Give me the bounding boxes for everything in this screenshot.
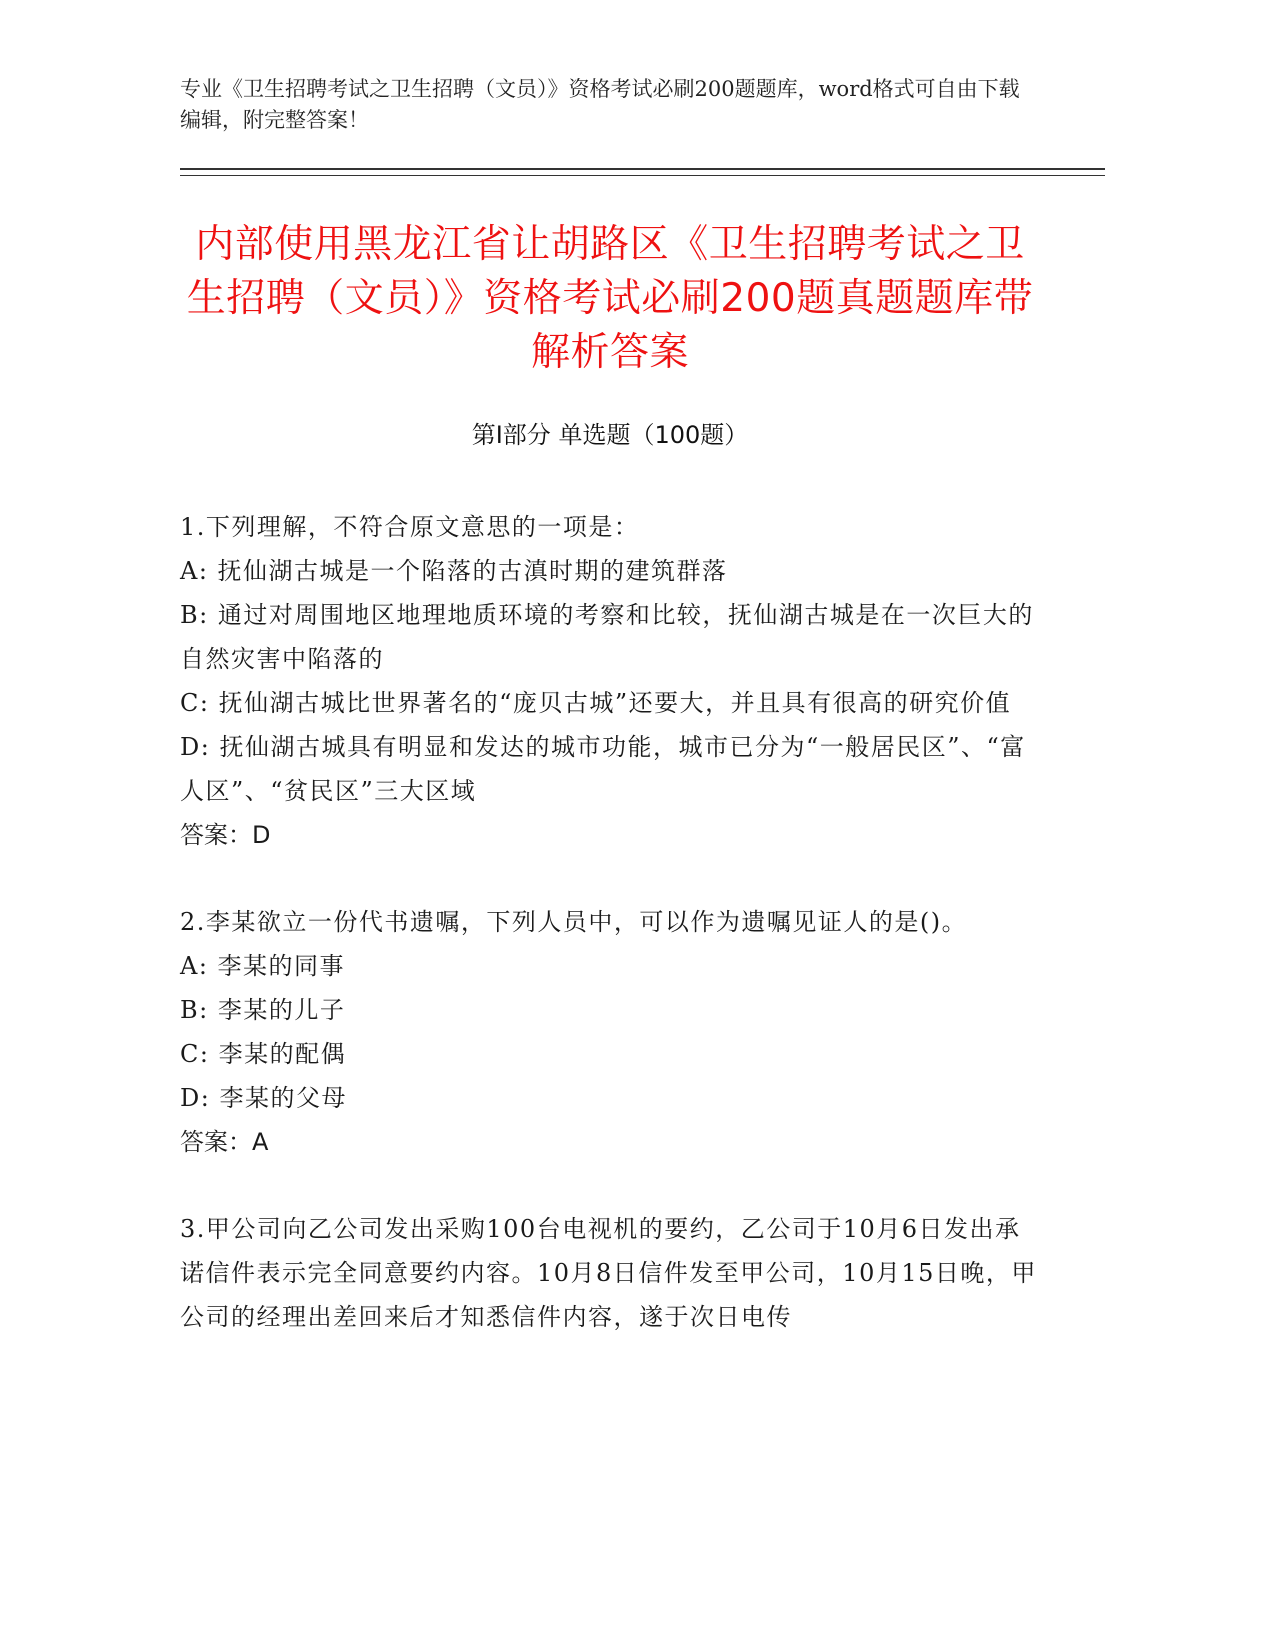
option-c: C: 抚仙湖古城比世界著名的“庞贝古城”还要大，并且具有很高的研究价值 bbox=[180, 689, 1012, 717]
option-b: B: 通过对周围地区地理地质环境的考察和比较，抚仙湖古城是在一次巨大的自然灾害中陷落的 bbox=[180, 601, 1034, 673]
header-divider-thick bbox=[180, 168, 1105, 170]
option-c: C: 李某的配偶 bbox=[180, 1040, 347, 1068]
document-title: 内部使用黑龙江省让胡路区《卫生招聘考试之卫生招聘（文员）》资格考试必刷200题真题题库带解析答案 bbox=[186, 222, 1034, 375]
option-a: A: 抚仙湖古城是一个陷落的古滇时期的建筑群落 bbox=[180, 557, 728, 585]
option-b: B: 李某的儿子 bbox=[180, 996, 346, 1024]
question-list bbox=[180, 505, 1040, 1382]
option-a: A: 李某的同事 bbox=[180, 952, 346, 980]
question-stem: 2.李某欲立一份代书遗嘱，下列人员中，可以作为遗嘱见证人的是()。 bbox=[180, 908, 968, 936]
answer: 答案：D bbox=[180, 821, 271, 849]
answer: 答案：A bbox=[180, 1128, 269, 1156]
question-1 bbox=[180, 505, 1040, 857]
question-stem: 3.甲公司向乙公司发出采购100台电视机的要约，乙公司于10月6日发出承诺信件表示完全同意要约内容。10月8日信件发至甲公司，10月15日晚，甲公司的经理出差回来后才知悉信件内容，遂于次日电传 bbox=[180, 1215, 1037, 1331]
header-divider-thin bbox=[180, 175, 1105, 176]
question-2 bbox=[180, 900, 1040, 1164]
question-3 bbox=[180, 1207, 1040, 1339]
question-stem: 1.下列理解，不符合原文意思的一项是： bbox=[180, 513, 640, 541]
header-note: 专业《卫生招聘考试之卫生招聘（文员）》资格考试必刷200题题库，word格式可自由下载编辑，附完整答案！ bbox=[180, 77, 1020, 132]
option-d: D: 李某的父母 bbox=[180, 1084, 347, 1112]
section-heading: 第Ⅰ部分 单选题（100题） bbox=[471, 421, 749, 449]
option-d: D: 抚仙湖古城具有明显和发达的城市功能，城市已分为“一般居民区”、“富人区”、“贫民区”三大区域 bbox=[180, 733, 1026, 805]
